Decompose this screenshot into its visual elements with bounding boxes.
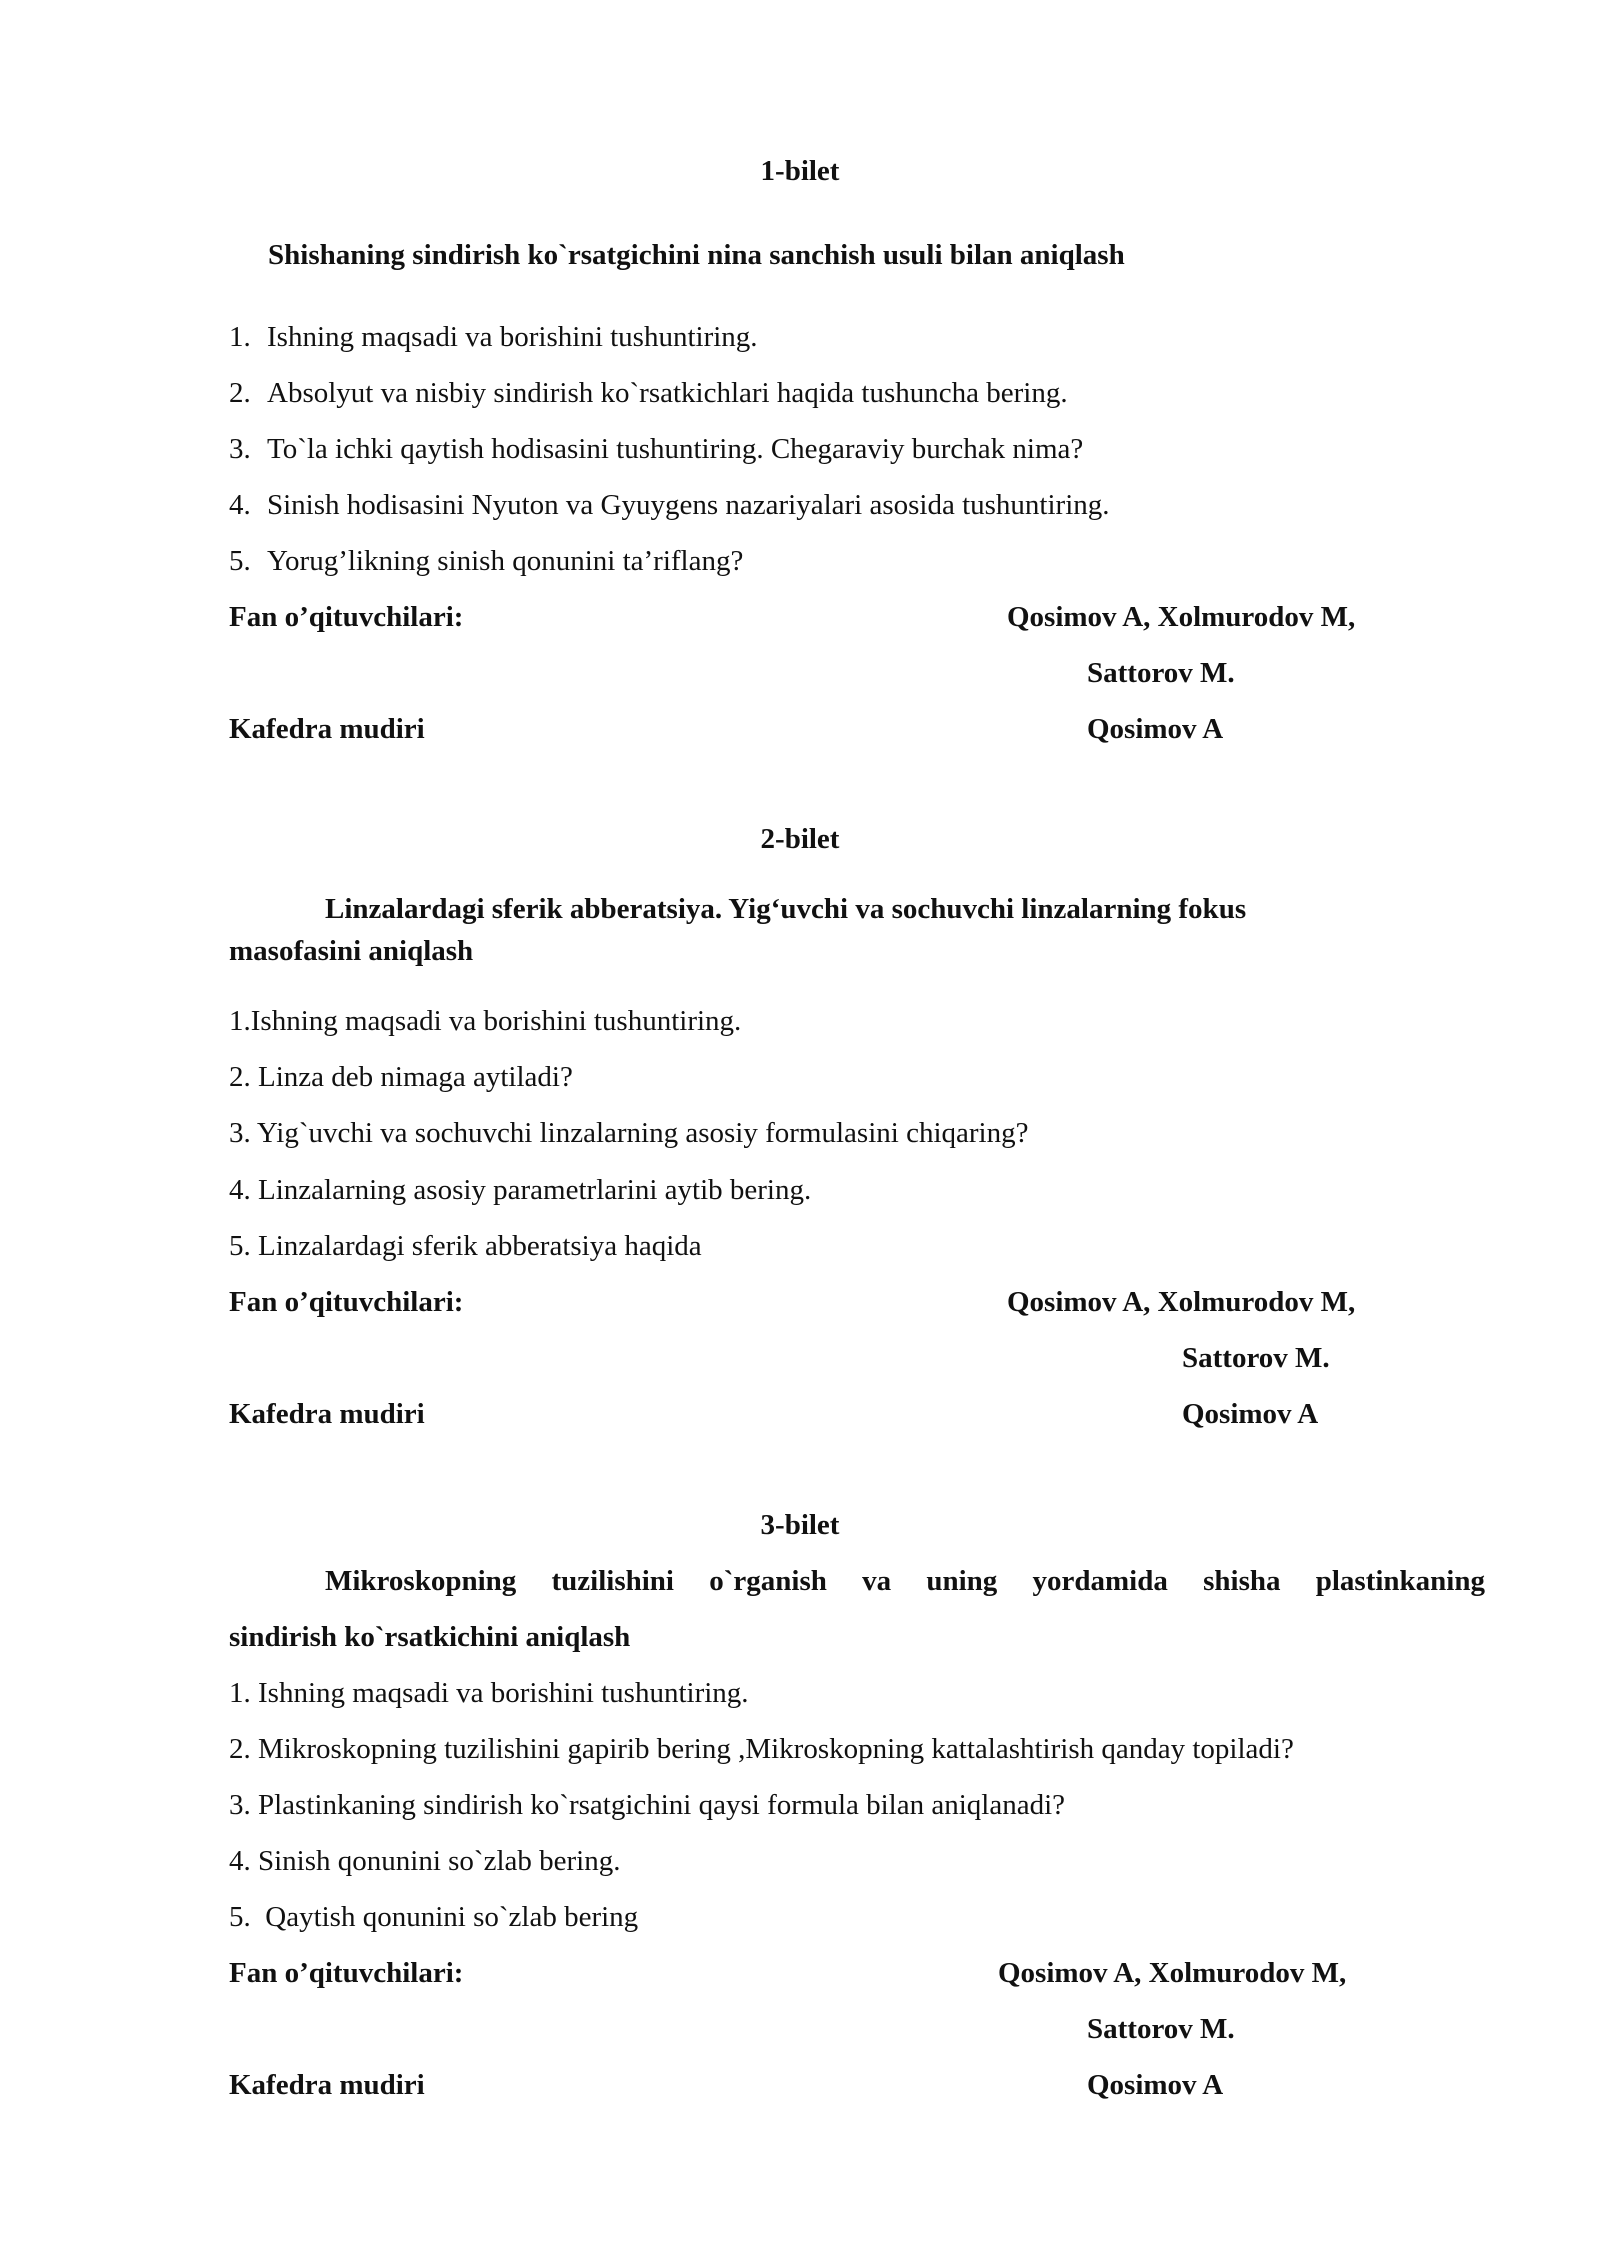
ticket-number: 2-bilet <box>760 823 840 855</box>
question-text: Yorug’likning sinish qonunini ta’riflang? <box>267 545 744 577</box>
question-item: 4. Sinish qonunini so`zlab bering. <box>229 1845 621 1877</box>
question-number: 4. <box>229 489 251 521</box>
teachers-label: Fan o’qituvchilari: <box>229 601 464 633</box>
teachers-label: Fan o’qituvchilari: <box>229 1957 464 1989</box>
ticket-title: Mikroskopning tuzilishini o`rganish va uning yordamida shisha plastinkaning <box>325 1565 1485 1597</box>
question-item: 5. Qaytish qonunini so`zlab bering <box>229 1901 639 1933</box>
question-text: Absolyut va nisbiy sindirish ko`rsatkichlari haqida tushuncha bering. <box>267 377 1068 409</box>
question-item <box>229 373 1068 413</box>
ticket-number: 3-bilet <box>760 1509 840 1541</box>
teachers-names-continued: Sattorov M. <box>1087 657 1235 689</box>
question-number: 2. <box>229 377 251 409</box>
ticket-title-continued: masofasini aniqlash <box>229 935 474 967</box>
question-item <box>229 541 743 581</box>
teachers-label: Fan o’qituvchilari: <box>229 1286 464 1318</box>
head-name: Qosimov A <box>1182 1398 1319 1430</box>
head-label: Kafedra mudiri <box>229 2069 425 2101</box>
head-label: Kafedra mudiri <box>229 1398 425 1430</box>
ticket-title: Shishaning sindirish ko`rsatgichini nina sanchish usuli bilan aniqlash <box>268 239 1125 271</box>
question-number: 5. <box>229 545 251 577</box>
question-item <box>229 485 1110 525</box>
question-item: 4. Linzalarning asosiy parametrlarini aytib bering. <box>229 1174 812 1206</box>
ticket-number: 1-bilet <box>760 155 840 187</box>
question-number: 3. <box>229 433 251 465</box>
teachers-names-continued: Sattorov M. <box>1087 2013 1235 2045</box>
question-item: 3. Plastinkaning sindirish ko`rsatgichini qaysi formula bilan aniqlanadi? <box>229 1789 1066 1821</box>
ticket-title: Linzalardagi sferik abberatsiya. Yig‘uvchi va sochuvchi linzalarning fokus <box>325 893 1247 925</box>
teachers-names: Qosimov A, Xolmurodov M, <box>1007 1286 1356 1318</box>
head-name: Qosimov A <box>1087 2069 1224 2101</box>
question-text: Sinish hodisasini Nyuton va Gyuygens nazariyalari asosida tushuntiring. <box>267 489 1110 521</box>
teachers-names: Qosimov A, Xolmurodov M, <box>998 1957 1347 1989</box>
question-item: 1.Ishning maqsadi va borishini tushuntiring. <box>229 1005 742 1037</box>
question-item: 1. Ishning maqsadi va borishini tushuntiring. <box>229 1677 749 1709</box>
teachers-names: Qosimov A, Xolmurodov M, <box>1007 601 1356 633</box>
head-label: Kafedra mudiri <box>229 713 425 745</box>
question-text: Ishning maqsadi va borishini tushuntiring. <box>267 321 758 353</box>
head-name: Qosimov A <box>1087 713 1224 745</box>
question-item: 2. Linza deb nimaga aytiladi? <box>229 1061 573 1093</box>
question-item <box>229 317 758 357</box>
question-text: To`la ichki qaytish hodisasini tushuntiring. Chegaraviy burchak nima? <box>267 433 1084 465</box>
question-item: 3. Yig`uvchi va sochuvchi linzalarning asosiy formulasini chiqaring? <box>229 1117 1029 1149</box>
question-item: 5. Linzalardagi sferik abberatsiya haqida <box>229 1230 702 1262</box>
ticket-title-continued: sindirish ko`rsatkichini aniqlash <box>229 1621 631 1653</box>
teachers-names-continued: Sattorov M. <box>1182 1342 1330 1374</box>
question-item: 2. Mikroskopning tuzilishini gapirib bering ,Mikroskopning kattalashtirish qanday topiladi? <box>229 1733 1294 1765</box>
question-number: 1. <box>229 321 251 353</box>
question-item <box>229 429 1083 469</box>
